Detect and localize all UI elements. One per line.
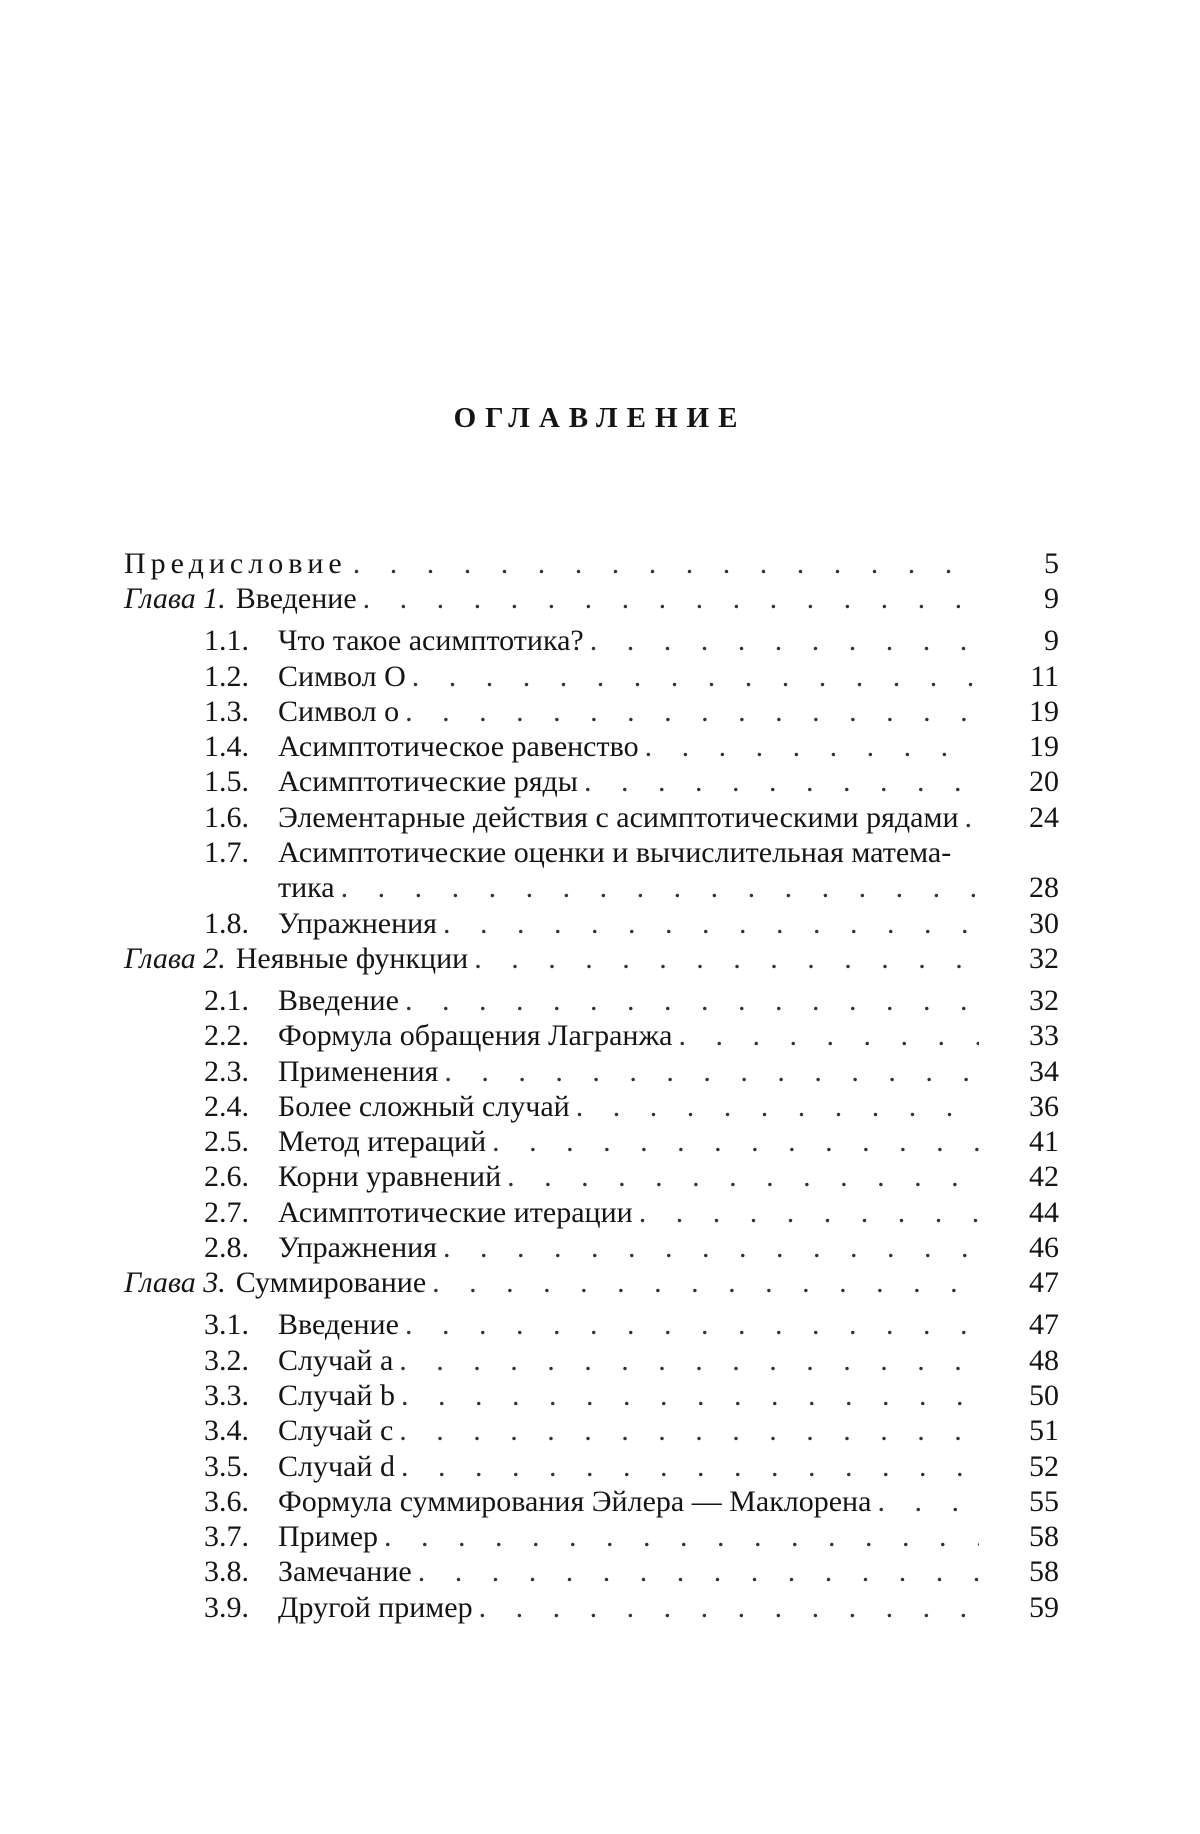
page-number: 28	[989, 870, 1059, 905]
page-number: 42	[989, 1159, 1059, 1194]
entry-body	[204, 1230, 979, 1265]
page-number: 34	[989, 1054, 1059, 1089]
leader-dots: . . . . . . . . . . . . . . . .	[399, 1413, 979, 1448]
leader-dots: . . . . . . . . . . . . . . . . .	[353, 546, 979, 581]
section-title: Формула суммирования Эйлера — Маклорена	[278, 1484, 871, 1519]
page-number: 52	[989, 1449, 1059, 1484]
section-number: 2.8.	[204, 1230, 278, 1265]
chapter-title: Суммирование	[236, 1265, 426, 1300]
entry-body	[204, 729, 979, 764]
leader-dots: . . . . . . . . . . . . . . . . .	[363, 581, 979, 616]
section-title: Более сложный случай	[278, 1089, 570, 1124]
page-number: 47	[989, 1265, 1059, 1300]
section-title: Случай c	[278, 1413, 393, 1448]
page-number: 44	[989, 1195, 1059, 1230]
section-number: 1.7.	[204, 835, 278, 870]
page-number: 30	[989, 906, 1059, 941]
section-title: Случай d	[278, 1449, 395, 1484]
page-number: 47	[989, 1307, 1059, 1342]
section-title: Формула обращения Лагранжа	[278, 1018, 672, 1053]
entry-body	[204, 1307, 979, 1342]
page-number: 11	[989, 659, 1059, 694]
page-number: 46	[989, 1230, 1059, 1265]
toc-entry-section[interactable]	[124, 1307, 1059, 1342]
leader-dots: . . . . . . . . . . . . . . . .	[401, 1449, 979, 1484]
toc-entry-section[interactable]	[124, 1343, 1059, 1378]
entry-body	[204, 1343, 979, 1378]
section-title: Асимптотические итерации	[278, 1195, 633, 1230]
chapter-title: Введение	[236, 581, 357, 616]
toc-entry-section[interactable]	[124, 1124, 1059, 1159]
section-title: Что такое асимптотика?	[278, 623, 584, 658]
leader-dots: . . . . . . . . .	[645, 729, 979, 764]
entry-body	[204, 659, 979, 694]
entry-body	[204, 694, 979, 729]
entry-body	[204, 983, 979, 1018]
leader-dots: . . . . . . . . . . .	[576, 1089, 979, 1124]
entry-body	[204, 1159, 979, 1194]
toc-entry-section[interactable]	[124, 694, 1059, 729]
entry-body	[204, 1195, 979, 1230]
section-title: Замечание	[278, 1554, 412, 1589]
leader-dots: . . .	[877, 1484, 979, 1519]
section-title: Случай b	[278, 1378, 395, 1413]
section-title: Символ o	[278, 694, 399, 729]
toc-entry-section[interactable]	[124, 1484, 1059, 1519]
leader-dots: . . . . . . . . . . . . . . . .	[399, 1343, 979, 1378]
toc-entry-continuation[interactable]	[124, 870, 1059, 905]
page-title: ОГЛАВЛЕНИЕ	[0, 402, 1200, 435]
table-of-contents	[124, 546, 1059, 1625]
section-title-continuation: тика	[278, 870, 335, 905]
section-title: Символ O	[278, 659, 406, 694]
section-number: 3.6.	[204, 1484, 278, 1519]
leader-dots: . . . . . . . . . . . . .	[507, 1159, 979, 1194]
toc-entry-section[interactable]	[124, 1230, 1059, 1265]
leader-dots: . . . . . . . . . . . . . . . .	[405, 983, 979, 1018]
section-number: 3.1.	[204, 1307, 278, 1342]
page-number: 20	[989, 764, 1059, 799]
entry-body	[204, 1413, 979, 1448]
page-number: 5	[989, 546, 1059, 581]
section-number: 3.9.	[204, 1590, 278, 1625]
leader-dots: . . . . . . . . . . . . . . .	[432, 1265, 979, 1300]
leader-dots	[965, 800, 979, 835]
toc-entry-section[interactable]	[124, 1554, 1059, 1589]
section-title: Упражнения	[278, 1230, 437, 1265]
section-number: 2.5.	[204, 1124, 278, 1159]
page-number: 50	[989, 1378, 1059, 1413]
section-number: 1.4.	[204, 729, 278, 764]
section-number: 1.1.	[204, 623, 278, 658]
leader-dots: . . . . . . . .	[678, 1018, 979, 1053]
section-number: 2.4.	[204, 1089, 278, 1124]
toc-entry-section[interactable]	[124, 1449, 1059, 1484]
section-number: 3.3.	[204, 1378, 278, 1413]
toc-entry-section[interactable]	[124, 1413, 1059, 1448]
section-title: Применения	[278, 1054, 438, 1089]
entry-title: Предисловие	[124, 546, 347, 581]
leader-dots: . . . . . . . . . . . . . . .	[443, 906, 979, 941]
entry-body	[204, 1089, 979, 1124]
toc-entry-preface[interactable]	[124, 546, 1059, 581]
toc-entry-section[interactable]	[124, 1054, 1059, 1089]
leader-dots: . . . . . . . . . . . . . . .	[443, 1230, 979, 1265]
toc-entry-chapter[interactable]	[124, 581, 1059, 623]
section-number: 1.8.	[204, 906, 278, 941]
page-number: 41	[989, 1124, 1059, 1159]
leader-dots: . . . . . . . . . . . . . .	[479, 1590, 979, 1625]
section-number: 3.5.	[204, 1449, 278, 1484]
page-number: 9	[989, 581, 1059, 616]
section-title: Метод итераций	[278, 1124, 486, 1159]
toc-entry-section[interactable]	[124, 1159, 1059, 1194]
section-title: Асимптотические оценки и вычислительная матема-	[278, 835, 951, 870]
page-number: 9	[989, 623, 1059, 658]
toc-entry-section[interactable]	[124, 623, 1059, 658]
leader-dots: . . . . . . . . . . .	[590, 623, 979, 658]
page-number: 19	[989, 729, 1059, 764]
section-number: 3.8.	[204, 1554, 278, 1589]
page-number: 19	[989, 694, 1059, 729]
leader-dots: . . . . . . . . . . . . . .	[474, 941, 979, 976]
entry-body	[204, 1590, 979, 1625]
toc-entry-section[interactable]	[124, 1195, 1059, 1230]
toc-entry-section[interactable]	[124, 1089, 1059, 1124]
section-title: Случай a	[278, 1343, 393, 1378]
entry-body	[204, 764, 979, 799]
section-number: 3.7.	[204, 1519, 278, 1554]
page-number: 58	[989, 1519, 1059, 1554]
leader-dots: . . . . . . . . .	[639, 1195, 979, 1230]
toc-entry-chapter[interactable]	[124, 941, 1059, 983]
page-number: 55	[989, 1484, 1059, 1519]
leader-dots: . . . . . . . . . . . . . . .	[412, 659, 979, 694]
chapter-label: Глава 1.	[124, 581, 226, 616]
entry-body	[124, 941, 979, 976]
toc-entry-section[interactable]	[124, 983, 1059, 1018]
section-number: 1.6.	[204, 800, 278, 835]
page-number: 33	[989, 1018, 1059, 1053]
toc-entry-section[interactable]	[124, 1590, 1059, 1625]
section-title: Введение	[278, 983, 399, 1018]
entry-body	[204, 623, 979, 658]
entry-body	[204, 1519, 979, 1554]
leader-dots: . . . . . . . . . . . . . . .	[444, 1054, 979, 1089]
section-title: Корни уравнений	[278, 1159, 501, 1194]
page-number: 32	[989, 941, 1059, 976]
section-title: Асимптотическое равенство	[278, 729, 639, 764]
leader-dots: . . . . . . . . . . . . .	[492, 1124, 979, 1159]
entry-body	[204, 835, 979, 870]
section-number: 2.7.	[204, 1195, 278, 1230]
section-number: 2.1.	[204, 983, 278, 1018]
toc-entry-section[interactable]	[124, 1378, 1059, 1413]
leader-dots: . . . . . . . . . . . . . . . .	[405, 694, 979, 729]
page-number: 24	[989, 800, 1059, 835]
section-title: Элементарные действия с асимптотическими рядами	[278, 800, 959, 835]
section-number: 2.6.	[204, 1159, 278, 1194]
section-title: Введение	[278, 1307, 399, 1342]
section-number: 3.2.	[204, 1343, 278, 1378]
page-number: 51	[989, 1413, 1059, 1448]
section-number: 1.3.	[204, 694, 278, 729]
entry-body	[204, 1124, 979, 1159]
entry-body	[124, 1265, 979, 1300]
chapters-list	[124, 581, 1059, 1625]
page-number: 36	[989, 1089, 1059, 1124]
leader-dots: . . . . . . . . . . . . . . . .	[401, 1378, 979, 1413]
toc-entry-section[interactable]	[124, 800, 1059, 835]
leader-dots: . . . . . . . . . . . . . . .	[418, 1554, 979, 1589]
toc-entry-section[interactable]	[124, 906, 1059, 941]
chapter-label: Глава 2.	[124, 941, 226, 976]
chapter-label: Глава 3.	[124, 1265, 226, 1300]
section-number: 3.4.	[204, 1413, 278, 1448]
section-number: 1.5.	[204, 764, 278, 799]
toc-entry-section[interactable]	[124, 764, 1059, 799]
toc-entry-section[interactable]	[124, 835, 1059, 870]
entry-body	[278, 870, 979, 905]
leader-dots: . . . . . . . . . . . . . . . .	[405, 1307, 979, 1342]
section-title: Пример	[278, 1519, 378, 1554]
entry-body	[204, 1018, 979, 1053]
page-number: 32	[989, 983, 1059, 1018]
page-number: 59	[989, 1590, 1059, 1625]
toc-entry-section[interactable]	[124, 659, 1059, 694]
entry-body	[204, 1554, 979, 1589]
leader-dots: . . . . . . . . . . . . . . . .	[384, 1519, 979, 1554]
leader-dots: . . . . . . . . . . . . . . . . .	[341, 870, 979, 905]
entry-body	[204, 1484, 979, 1519]
section-number: 2.3.	[204, 1054, 278, 1089]
entry-body	[204, 906, 979, 941]
page-number: 48	[989, 1343, 1059, 1378]
entry-body	[204, 1449, 979, 1484]
toc-entry-section[interactable]	[124, 1018, 1059, 1053]
section-title: Асимптотические ряды	[278, 764, 578, 799]
entry-body	[204, 1378, 979, 1413]
section-number: 1.2.	[204, 659, 278, 694]
entry-body	[124, 581, 979, 616]
leader-dots: . . . . . . . . . . .	[584, 764, 979, 799]
toc-entry-section[interactable]	[124, 729, 1059, 764]
page-number: 58	[989, 1554, 1059, 1589]
toc-entry-chapter[interactable]	[124, 1265, 1059, 1307]
toc-entry-section[interactable]	[124, 1519, 1059, 1554]
chapter-title: Неявные функции	[236, 941, 468, 976]
section-title: Другой пример	[278, 1590, 473, 1625]
section-number: 2.2.	[204, 1018, 278, 1053]
section-title: Упражнения	[278, 906, 437, 941]
entry-body	[204, 800, 979, 835]
entry-body	[204, 1054, 979, 1089]
